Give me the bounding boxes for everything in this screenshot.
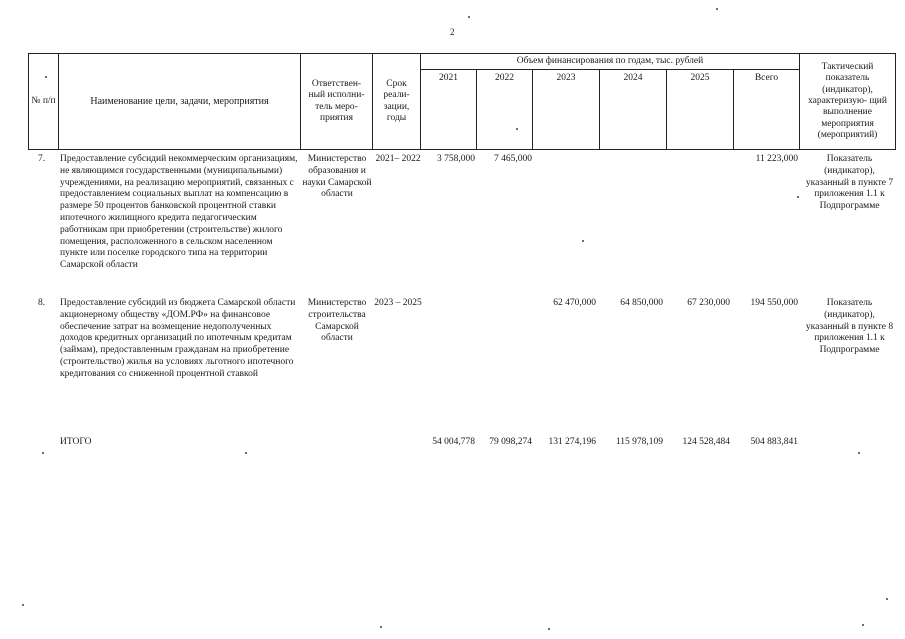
scan-speck — [42, 452, 44, 454]
scan-speck — [245, 452, 247, 454]
row-responsible: Министерство образования и науки Самарской области — [302, 154, 372, 200]
scan-speck — [22, 604, 24, 606]
scan-speck — [516, 128, 518, 130]
row-value-total: 11 223,000 — [755, 154, 798, 164]
header-year-2022: 2022 — [477, 70, 533, 150]
row-name: Предоставление субсидий некоммерческим организациям, не являющимся государственными (муниципальными) учреждениями, на реализацию мероприятий, связанных с предоставлением социальных выплат на компенсацию в размере 50 процентов банковской процентной ставки ипотечного жилищного кредита педагогическим работникам при приобретении (строительстве) жилого помещения, расположенного в сельском населенном пункте или поселке городского типа на территории Самарской области — [60, 154, 298, 271]
page-number: 2 — [450, 27, 455, 37]
row-term: 2023 – 2025 — [374, 298, 422, 308]
row-term: 2021– 2022 — [375, 154, 421, 164]
header-year-2021: 2021 — [421, 70, 477, 150]
total-value-all: 504 883,841 — [750, 437, 798, 447]
row-value-2024: 64 850,000 — [620, 298, 663, 308]
scan-speck — [716, 8, 718, 10]
total-value-2024: 115 978,109 — [615, 437, 663, 447]
scan-speck — [862, 624, 864, 626]
header-year-2025: 2025 — [667, 70, 734, 150]
total-label: ИТОГО — [60, 437, 92, 447]
row-value-total: 194 550,000 — [750, 298, 798, 308]
row-value-2021: 3 758,000 — [437, 154, 475, 164]
scan-speck — [582, 240, 584, 242]
total-value-2022: 79 098,274 — [489, 437, 532, 447]
header-funding-title: Объем финансирования по годам, тыс. рублей — [421, 54, 800, 70]
row-indicator: Показатель (индикатор), указанный в пункте 8 приложения 1.1 к Подпрограмме — [805, 298, 894, 356]
total-value-2021: 54 004,778 — [432, 437, 475, 447]
row-value-2022: 7 465,000 — [494, 154, 532, 164]
row-name: Предоставление субсидий из бюджета Самарской области акционерному обществу «ДОМ.РФ» на финансовое обеспечение затрат на возмещение недополученных доходов кредитных организаций по ипотечным кредитам (займам), предоставленным гражданам на приобретение (строительство) жилья на условиях льготного ипотечного кредитования со сниженной процентной ставкой — [60, 298, 296, 379]
header-indicator: Тактический показатель (индикатор), характеризую- щий выполнение мероприятия (мероприятий) — [800, 54, 896, 150]
table-header — [28, 53, 896, 150]
scan-speck — [858, 452, 860, 454]
total-value-2023: 131 274,196 — [548, 437, 596, 447]
row-number: 8. — [38, 298, 46, 308]
row-value-2023: 62 470,000 — [553, 298, 596, 308]
header-name: Наименование цели, задачи, мероприятия — [59, 54, 301, 150]
header-num: № п/п — [29, 54, 59, 150]
scan-speck — [886, 598, 888, 600]
header-responsible: Ответствен- ный исполни- тель меро- приятия — [301, 54, 373, 150]
row-indicator: Показатель (индикатор), указанный в пункте 7 приложения 1.1 к Подпрограмме — [805, 154, 894, 212]
row-responsible: Министерство строительства Самарской области — [307, 298, 367, 344]
scan-speck — [45, 76, 47, 78]
total-value-2025: 124 528,484 — [682, 437, 730, 447]
scan-speck — [468, 16, 470, 18]
scan-speck — [548, 628, 550, 630]
row-number: 7. — [38, 154, 46, 164]
scan-speck — [797, 196, 799, 198]
header-year-2023: 2023 — [533, 70, 600, 150]
header-year-2024: 2024 — [600, 70, 667, 150]
header-total: Всего — [734, 70, 800, 150]
scan-speck — [380, 626, 382, 628]
row-value-2025: 67 230,000 — [687, 298, 730, 308]
header-term: Срок реали- зации, годы — [373, 54, 421, 150]
